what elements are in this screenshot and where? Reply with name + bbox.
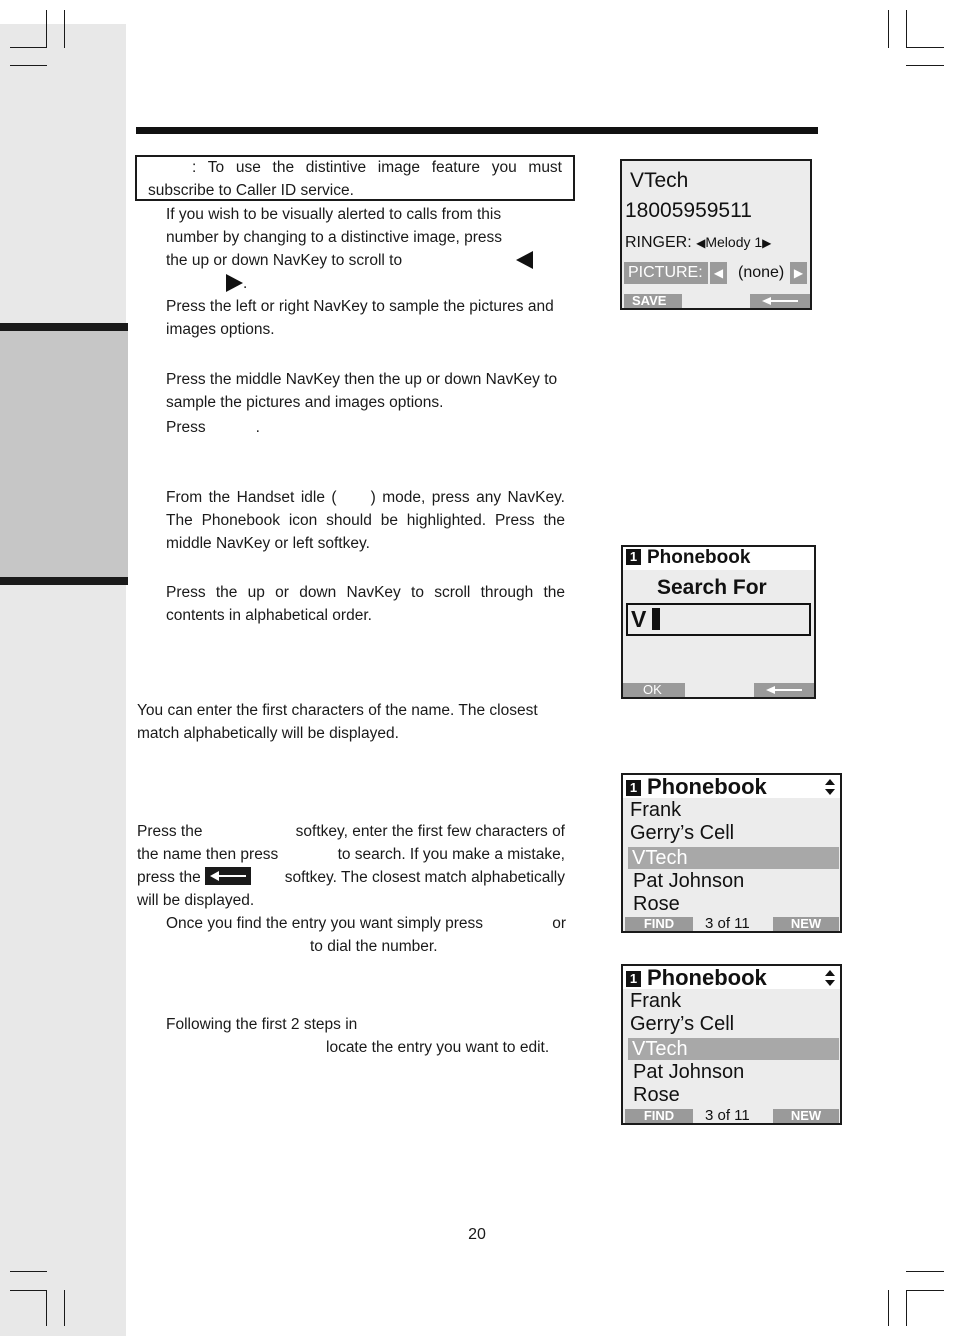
- step-text: .: [243, 275, 248, 292]
- step-text: If you wish to be visually alerted to calls from this: [166, 206, 502, 223]
- position-indicator: 3 of 11: [705, 915, 750, 932]
- step-text: to search. If you make a mistake,: [337, 846, 565, 863]
- list-item-selected: VTech: [632, 847, 688, 869]
- ok-softkey: OK: [623, 683, 685, 697]
- screen-name: VTech: [630, 169, 689, 192]
- step-text: number by changing to a distinctive image, press: [166, 229, 503, 246]
- list-item: Pat Johnson: [633, 1061, 745, 1083]
- step-text: locate the entry you want to edit.: [326, 1039, 550, 1056]
- note-text: [148, 156, 562, 202]
- step-text: From the Handset idle (: [166, 489, 337, 506]
- section-tab: [0, 323, 128, 585]
- edit-step-1: [166, 1013, 566, 1059]
- left-margin-panel: [0, 24, 126, 1336]
- step-text: the name then press: [137, 846, 279, 863]
- lcd-screen-phonebook-list-2: [621, 964, 842, 1125]
- step-text: or: [552, 915, 566, 932]
- picture-step-4: [166, 416, 566, 439]
- screen-header: [626, 774, 767, 800]
- step-text: the up or down NavKey to scroll to: [166, 252, 403, 269]
- back-softkey-icon: [750, 294, 810, 308]
- list-item: Frank: [630, 799, 682, 821]
- scroll-arrows-icon: [825, 969, 835, 987]
- page-number: 20: [468, 1226, 486, 1243]
- left-arrow-icon: ◀: [696, 236, 706, 250]
- screen-title: Phonebook: [647, 547, 751, 568]
- picture-value: (none): [738, 264, 785, 281]
- ringer-label: RINGER:: [625, 234, 692, 251]
- back-softkey-icon: [754, 683, 814, 697]
- search-input: [626, 603, 811, 636]
- right-arrow-icon: ▶: [790, 262, 807, 284]
- save-softkey: SAVE: [624, 294, 682, 308]
- step-text: Once you find the entry you want simply press: [166, 915, 484, 932]
- list-item: Frank: [630, 990, 682, 1012]
- screen-header: [626, 965, 767, 991]
- step-text: Press the: [137, 823, 203, 840]
- step-text: softkey. The closest match alphabetically: [284, 869, 565, 886]
- screen-title: Phonebook: [647, 774, 767, 799]
- picture-step-2: Press the left or right NavKey to sample the pictures and images options.: [166, 298, 554, 338]
- list-item: Gerry’s Cell: [630, 1013, 735, 1035]
- picture-step-1: [166, 203, 566, 295]
- left-arrow-icon: ◀: [710, 262, 727, 284]
- new-softkey: NEW: [773, 917, 839, 931]
- list-item: Pat Johnson: [633, 870, 745, 892]
- search-step-1: [137, 820, 565, 912]
- phonebook-badge-icon: 1: [626, 549, 641, 565]
- screen-number: 18005959511: [625, 199, 752, 222]
- ringer-value: Melody 1: [705, 234, 763, 250]
- review-step-1: [166, 486, 565, 555]
- find-softkey: FIND: [625, 917, 693, 931]
- list-item: Rose: [633, 1084, 680, 1106]
- step-text: softkey, enter the first few characters of: [295, 823, 565, 840]
- search-entry: V: [631, 606, 647, 632]
- right-arrow-icon: ▶: [762, 236, 772, 250]
- scroll-arrows-icon: [825, 778, 835, 796]
- header-rule: [136, 127, 818, 134]
- step-text: Following the first 2 steps in: [166, 1016, 358, 1033]
- lcd-screen-search: [621, 545, 816, 699]
- step-text: ) mode, press any NavKey.: [370, 489, 565, 506]
- back-softkey-icon: [205, 867, 251, 885]
- screen-header: [626, 547, 750, 569]
- step-text: will be displayed.: [137, 892, 255, 909]
- note-body: : To use the distintive image feature you must subscribe to Caller ID service.: [148, 159, 562, 199]
- picture-label: PICTURE:: [624, 262, 708, 284]
- search-intro: You can enter the first characters of the name. The closest match alphabetically will be displayed.: [137, 702, 538, 742]
- right-arrow-icon: [226, 274, 243, 292]
- lcd-screen-caller-id: [620, 159, 812, 310]
- step-text: to dial the number.: [310, 938, 438, 955]
- picture-step-3: Press the middle NavKey then the up or down NavKey to sample the pictures and images options.: [166, 371, 558, 411]
- phonebook-badge-icon: 1: [626, 971, 641, 987]
- list-item-selected: VTech: [632, 1038, 688, 1060]
- review-step-2: Press the up or down NavKey to scroll through the contents in alphabetical order.: [166, 584, 565, 624]
- step-text: The Phonebook icon should be highlighted. Press the middle NavKey or left softkey.: [166, 512, 565, 552]
- left-arrow-icon: [516, 251, 533, 269]
- step-text: press the: [137, 869, 201, 886]
- list-item: Gerry’s Cell: [630, 822, 735, 844]
- lcd-screen-phonebook-list: [621, 773, 842, 933]
- position-indicator: 3 of 11: [705, 1107, 750, 1124]
- screen-title: Phonebook: [647, 965, 767, 990]
- search-step-2: [166, 912, 566, 958]
- find-softkey: FIND: [625, 1109, 693, 1123]
- search-prompt: Search For: [657, 576, 767, 599]
- list-item: Rose: [633, 893, 680, 915]
- text-cursor: [652, 608, 660, 630]
- step-text: .: [255, 419, 260, 436]
- phonebook-badge-icon: 1: [626, 780, 641, 796]
- new-softkey: NEW: [773, 1109, 839, 1123]
- step-text: Press: [166, 419, 206, 436]
